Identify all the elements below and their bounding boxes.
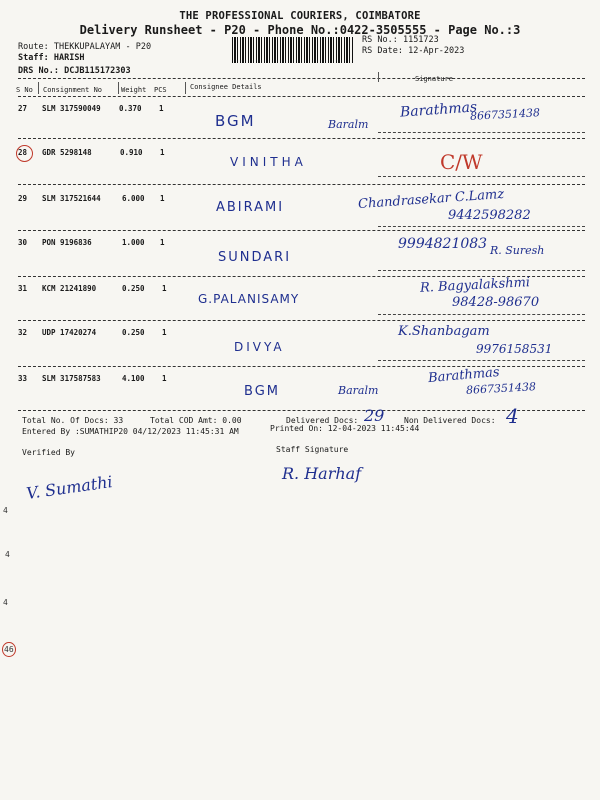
col-divider xyxy=(118,82,119,94)
row-signature: Barathmas xyxy=(399,99,478,121)
row-consignee: BGM xyxy=(215,112,256,130)
non-delivered-label: Non Delivered Docs: xyxy=(404,416,496,425)
col-sno: S No xyxy=(16,86,33,94)
staff-label: Staff: xyxy=(18,53,49,63)
col-weight: Weight xyxy=(121,86,147,94)
sig-rule xyxy=(378,314,585,315)
table-bottom-rule xyxy=(18,410,585,411)
row-consignee-note: Baralm xyxy=(328,118,369,131)
total-docs: Total No. Of Docs: 33 xyxy=(22,416,124,425)
row-signature: Chandrasekar C.Lamz xyxy=(357,186,505,213)
row-consignment: SLM 317587583 xyxy=(42,374,101,383)
row-signature-phone: 9442598282 xyxy=(448,208,531,223)
row-sno: 29 xyxy=(18,194,28,203)
row-sno: 28 xyxy=(18,148,28,157)
verifier-signature: V. Sumathi xyxy=(25,472,114,503)
col-consignee: Consignee Details xyxy=(190,83,262,91)
rs-no-label: RS No.: xyxy=(362,35,398,45)
row-weight: 4.100 xyxy=(122,374,145,383)
row-consignment: KCM 21241890 xyxy=(42,284,97,293)
col-divider xyxy=(185,82,186,94)
rs-date-value: 12-Apr-2023 xyxy=(408,46,465,56)
row-signature: 9994821083 xyxy=(398,236,488,252)
row-sno: 33 xyxy=(18,374,28,383)
row-signature-phone: 8667351438 xyxy=(465,380,537,397)
row-pcs: 1 xyxy=(162,284,167,293)
row-consignee: VINITHA xyxy=(230,155,307,169)
row-consignee: ABIRAMI xyxy=(216,200,285,215)
staff-value: HARISH xyxy=(53,53,85,63)
row-signature-phone: 9976158531 xyxy=(476,342,553,356)
row-pcs: 1 xyxy=(160,194,165,203)
row-weight: 0.250 xyxy=(122,328,145,337)
row-sno: 31 xyxy=(18,284,28,293)
signature-divider xyxy=(378,72,379,82)
margin-mark-circled: 46 xyxy=(2,642,16,657)
delivered-value: 29 xyxy=(364,406,385,425)
drs-value: DCJB115172303 xyxy=(64,66,131,76)
route-value: THEKKUPALAYAM - P20 xyxy=(53,42,152,52)
staff-line xyxy=(18,53,85,63)
rs-date-line xyxy=(362,46,464,56)
row-signature-phone: 8667351438 xyxy=(469,106,541,123)
row-pcs: 1 xyxy=(159,104,164,113)
row-signature-phone: 98428-98670 xyxy=(452,295,540,310)
row-rule xyxy=(18,184,585,185)
row-consignee: BGM xyxy=(244,384,280,399)
route-label: Route: xyxy=(18,42,49,52)
drs-label: DRS No.: xyxy=(18,66,59,76)
row-weight: 1.000 xyxy=(122,238,145,247)
row-weight: 0.250 xyxy=(122,284,145,293)
row-rule xyxy=(18,366,585,367)
row-rule xyxy=(18,138,585,139)
col-consignment: Consignment No xyxy=(43,86,103,94)
row-signature: K.Shanbagam xyxy=(398,324,490,339)
total-cod: Total COD Amt: 0.00 xyxy=(150,416,242,425)
row-consignee: DIVYA xyxy=(234,340,285,354)
sig-rule xyxy=(378,176,585,177)
row-pcs: 1 xyxy=(160,238,165,247)
rs-no-line xyxy=(362,35,439,45)
margin-mark: 4 xyxy=(3,598,8,607)
col-pcs: PCS xyxy=(154,86,167,94)
row-consignment: SLM 317521644 xyxy=(42,194,101,203)
runsheet-title: Delivery Runsheet - P20 - Phone No.:0422-3505555 - Page No.:3 xyxy=(79,23,521,37)
row-consignment: SLM 317590049 xyxy=(42,104,101,113)
header-bottom-rule xyxy=(18,96,585,97)
row-weight: 6.000 xyxy=(122,194,145,203)
sig-rule xyxy=(378,132,585,133)
rs-no-value: 1151723 xyxy=(402,35,439,45)
row-signature-name: R. Suresh xyxy=(490,244,545,257)
sig-rule xyxy=(378,360,585,361)
sig-rule xyxy=(378,270,585,271)
row-consignment: PON 9196836 xyxy=(42,238,92,247)
row-signature: R. Bagyalakshmi xyxy=(419,275,531,296)
row-consignment: GDR 5298148 xyxy=(42,148,92,157)
table-top-rule xyxy=(18,78,585,79)
staff-signature: R. Harhaf xyxy=(282,464,362,483)
margin-mark: 4 xyxy=(3,506,8,515)
row-consignee: SUNDARI xyxy=(218,250,292,265)
entered-by: Entered By :SUMATHIP20 04/12/2023 11:45:31 AM xyxy=(22,427,239,436)
row-rule xyxy=(18,320,585,321)
non-delivered-value: 4 xyxy=(506,404,519,428)
row-consignee: G.PALANISAMY xyxy=(198,292,300,306)
barcode xyxy=(232,37,354,63)
row-sno: 32 xyxy=(18,328,28,337)
delivered-label: Delivered Docs: xyxy=(286,416,359,425)
row-sno: 30 xyxy=(18,238,28,247)
verified-by-label: Verified By xyxy=(22,448,75,457)
staff-signature-label: Staff Signature xyxy=(276,445,349,454)
row-pcs: 1 xyxy=(162,374,167,383)
margin-mark: 4 xyxy=(5,550,10,559)
row-sno: 27 xyxy=(18,104,28,113)
company-title: THE PROFESSIONAL COURIERS, COIMBATORE xyxy=(179,10,421,22)
col-signature: Signature xyxy=(415,75,453,83)
row-rule xyxy=(18,230,585,231)
row-signature: Barathmas xyxy=(427,364,501,387)
sig-rule xyxy=(378,226,585,227)
row-pcs: 1 xyxy=(160,148,165,157)
row-consignment: UDP 17420274 xyxy=(42,328,97,337)
drs-line xyxy=(18,66,131,76)
printed-on: Printed On: 12-04-2023 11:45:44 xyxy=(270,424,420,433)
row-consignee-note: Baralm xyxy=(338,384,379,397)
rs-date-label: RS Date: xyxy=(362,46,403,56)
row-signature: C/W xyxy=(440,150,483,174)
row-weight: 0.370 xyxy=(119,104,142,113)
col-divider xyxy=(38,82,39,94)
route-line xyxy=(18,42,151,52)
row-weight: 0.910 xyxy=(120,148,143,157)
row-pcs: 1 xyxy=(162,328,167,337)
